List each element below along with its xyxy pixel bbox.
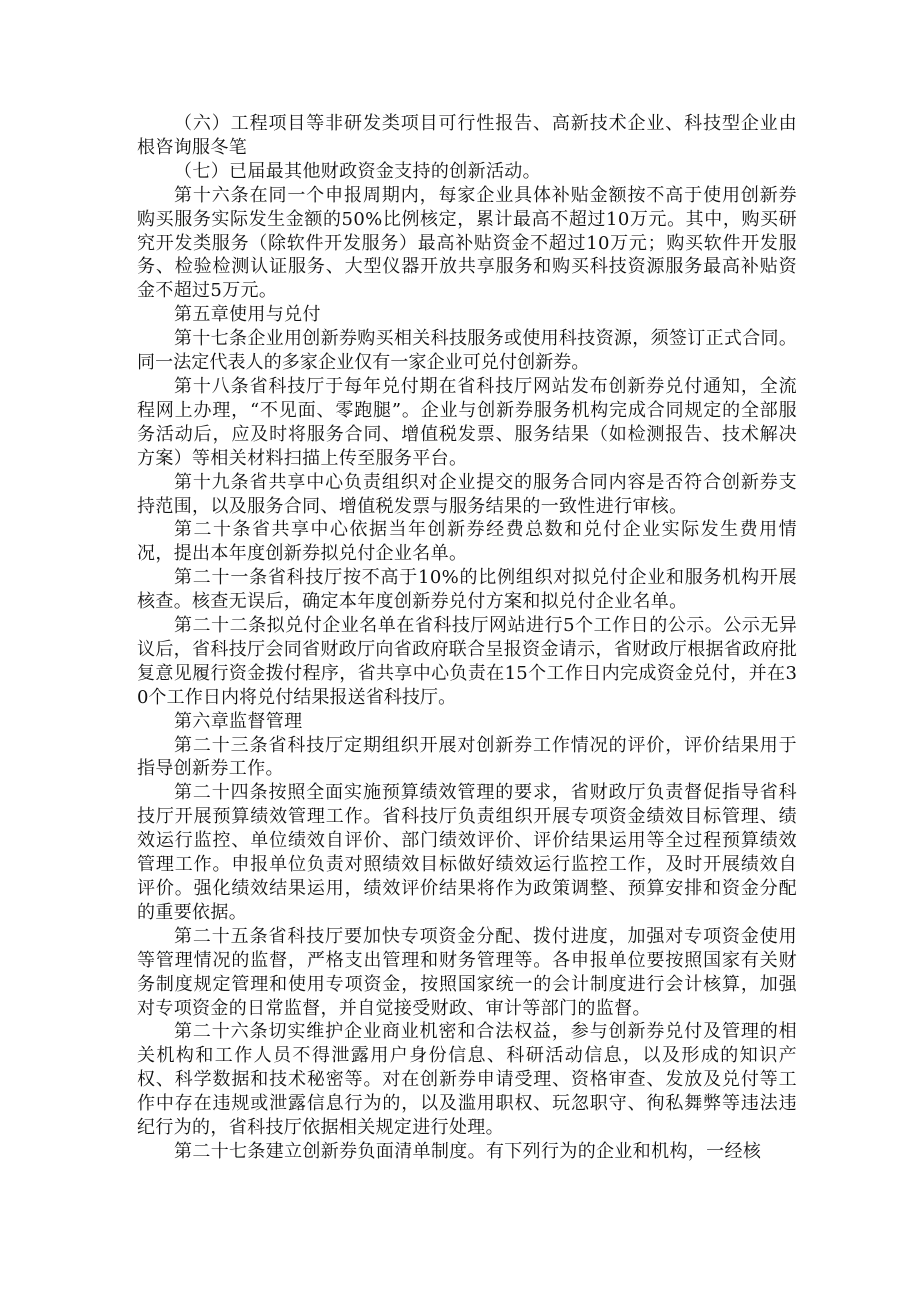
article-18: 第十八条省科技厅于每年兑付期在省科技厅网站发布创新券兑付通知，全流程网上办理，“不见面、零跑腿”。企业与创新券服务机构完成合同规定的全部服务活动后，应及时将服务合同、增值税发票、服务结果（如检测报告、技术解决方案）等相关材料扫描上传至服务平台。: [137, 375, 797, 469]
chapter-6-heading: 第六章监督管理: [174, 710, 303, 732]
article-26: 第二十六条切实维护企业商业机密和合法权益，参与创新券兑付及管理的相关机构和工作人员不得泄露用户身份信息、科研活动信息，以及形成的知识产权、科学数据和技术秘密等。对在创新券申请受理、资格审查、发放及兑付等工作中存在违规或泄露信息行为的，以及滥用职权、玩忽职守、徇私舞弊等违法违纪行为的，省科技厅依据相关规定进行处理。: [137, 1021, 797, 1139]
paragraph-item-7: （七）已届最其他财政资金支持的创新活动。: [174, 160, 541, 182]
article-27: 第二十七条建立创新券负面清单制度。有下列行为的企业和机构，一经核: [174, 1140, 762, 1162]
document-body: [137, 112, 797, 1164]
article-22: 第二十二条拟兑付企业名单在省科技厅网站进行5个工作日的公示。公示无异议后，省科技厅会同省财政厅向省政府联合呈报资金请示，省财政厅根据省政府批复意见履行资金拨付程序，省共享中心负责在15个工作日内完成资金兑付，并在30个工作日内将兑付结果报送省科技厅。: [137, 615, 797, 708]
article-23: 第二十三条省科技厅定期组织开展对创新券工作情况的评价，评价结果用于指导创新券工作。: [137, 734, 797, 780]
article-21: 第二十一条省科技厅按不高于10%的比例组织对拟兑付企业和服务机构开展核查。核查无误后，确定本年度创新券兑付方案和拟兑付企业名单。: [137, 567, 797, 613]
chapter-5-heading: 第五章使用与兑付: [174, 304, 321, 326]
article-19: 第十九条省共享中心负责组织对企业提交的服务合同内容是否符合创新券支持范围，以及服务合同、增值税发票与服务结果的一致性进行审核。: [137, 471, 797, 517]
article-25: 第二十五条省科技厅要加快专项资金分配、拨付进度，加强对专项资金使用等管理情况的监督，严格支出管理和财务管理等。各申报单位要按照国家有关财务制度规定管理和使用专项资金，按照国家统一的会计制度进行会计核算，加强对专项资金的日常监督，并自觉接受财政、审计等部门的监督。: [137, 925, 797, 1019]
article-17: 第十七条企业用创新券购买相关科技服务或使用科技资源，须签订正式合同。同一法定代表人的多家企业仅有一家企业可兑付创新券。: [137, 328, 797, 374]
article-20: 第二十条省共享中心依据当年创新券经费总数和兑付企业实际发生费用情况，提出本年度创新券拟兑付企业名单。: [137, 519, 797, 565]
article-16: 第十六条在同一个申报周期内，每家企业具体补贴金额按不高于使用创新券购买服务实际发生金额的50%比例核定，累计最高不超过10万元。其中，购买研究开发类服务（除软件开发服务）最高补贴资金不超过10万元；购买软件开发服务、检验检测认证服务、大型仪器开放共享服务和购买科技资源服务最高补贴资金不超过5万元。: [137, 184, 797, 302]
paragraph-item-6: （六）工程项目等非研发类项目可行性报告、高新技术企业、科技型企业由根咨询服冬笔: [137, 113, 797, 158]
article-24: 第二十四条按照全面实施预算绩效管理的要求，省财政厅负责督促指导省科技厅开展预算绩效管理工作。省科技厅负责组织开展专项资金绩效目标管理、绩效运行监控、单位绩效自评价、部门绩效评价、评价结果运用等全过程预算绩效管理工作。申报单位负责对照绩效目标做好绩效运行监控工作，及时开展绩效自评价。强化绩效结果运用，绩效评价结果将作为政策调整、预算安排和资金分配的重要依据。: [137, 782, 797, 923]
